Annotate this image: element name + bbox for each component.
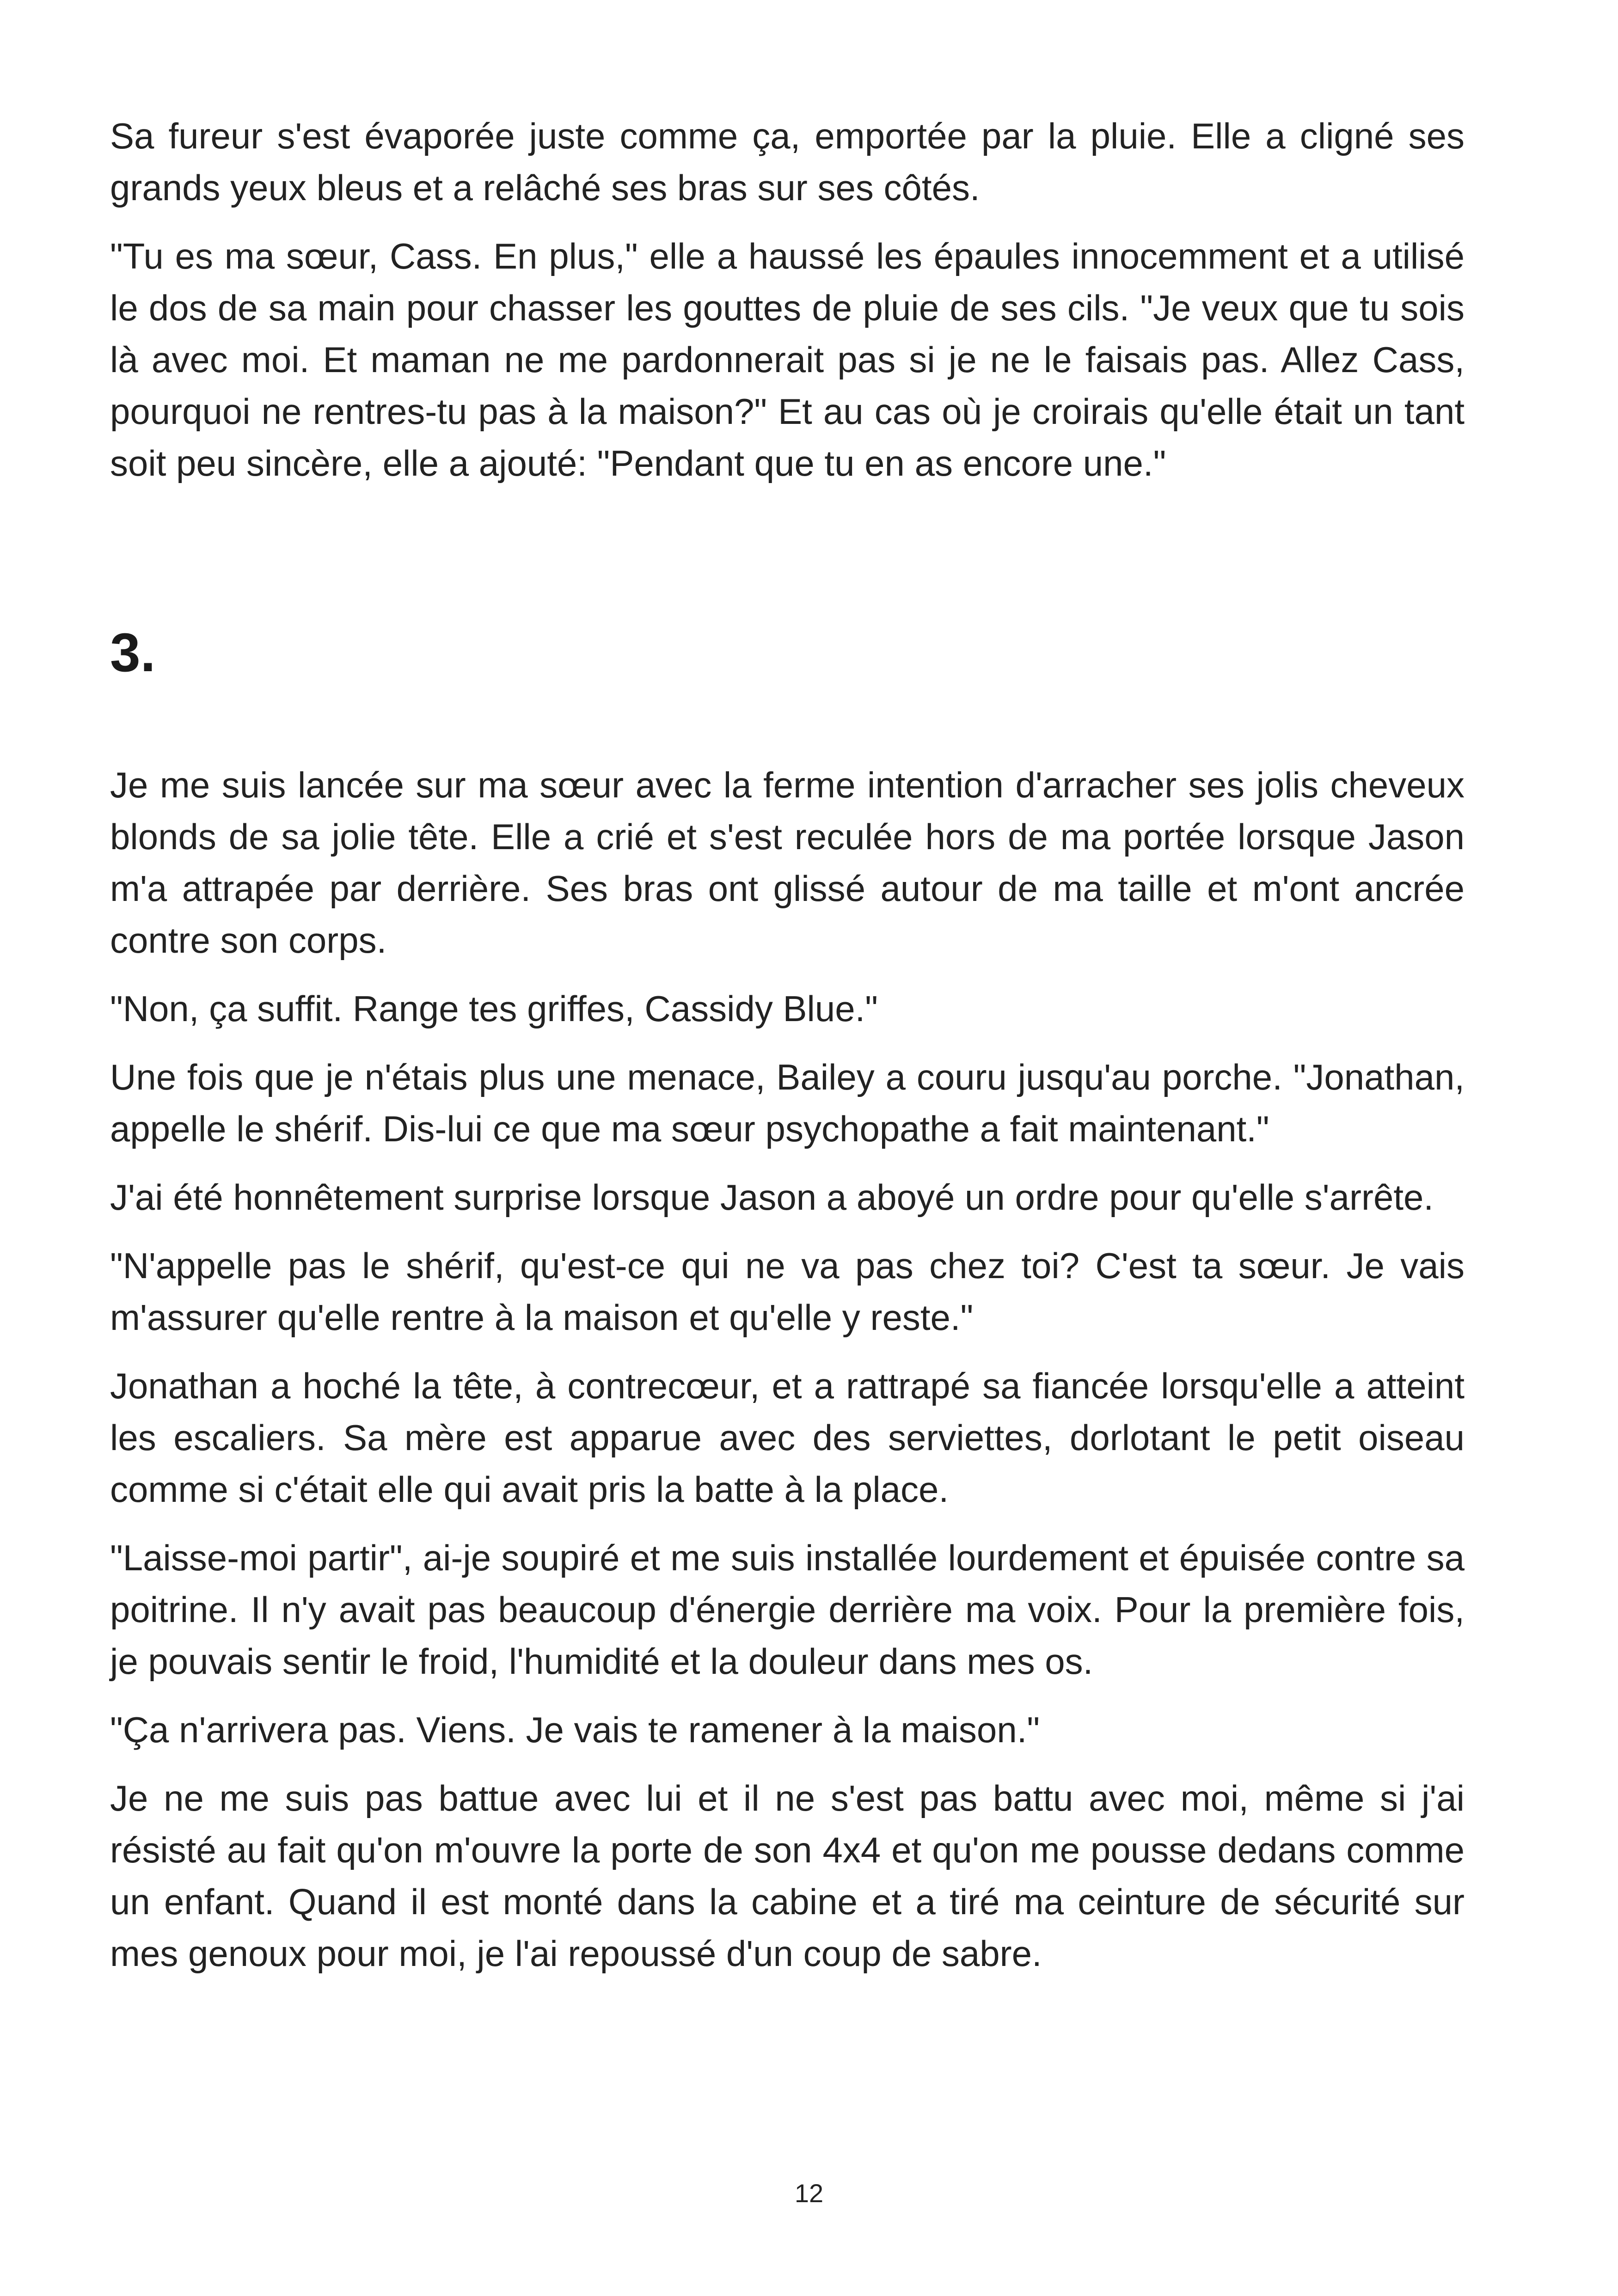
page-number: 12 (794, 2179, 824, 2208)
paragraph: Une fois que je n'étais plus une menace, Bailey a couru jusqu'au porche. "Jonathan, appelle le shérif. Dis-lui ce que ma sœur psychopathe a fait maintenant." (110, 1057, 1465, 1149)
paragraph: J'ai été honnêtement surprise lorsque Jason a aboyé un ordre pour qu'elle s'arrête. (110, 1177, 1434, 1218)
paragraph: Jonathan a hoché la tête, à contrecœur, et a rattrapé sa fiancée lorsqu'elle a atteint les escaliers. Sa mère est apparue avec des serviettes, dorlotant le petit oiseau comme si c'était elle qui avait pris la batte à la place. (110, 1365, 1465, 1510)
page-body (110, 110, 1465, 1996)
paragraph: "N'appelle pas le shérif, qu'est-ce qui ne va pas chez toi? C'est ta sœur. Je vais m'assurer qu'elle rentre à la maison et qu'elle y reste." (110, 1245, 1465, 1338)
chapter-heading: 3. (110, 622, 156, 683)
paragraph: "Ça n'arrivera pas. Viens. Je vais te ramener à la maison." (110, 1709, 1040, 1750)
paragraph: Je me suis lancée sur ma sœur avec la ferme intention d'arracher ses jolis cheveux blonds de sa jolie tête. Elle a crié et s'est reculée hors de ma portée lorsque Jason m'a attrapée par derrière. Ses bras ont glissé autour de ma taille et m'ont ancrée contre son corps. (110, 765, 1465, 961)
paragraph: Je ne me suis pas battue avec lui et il ne s'est pas battu avec moi, même si j'ai résisté au fait qu'on m'ouvre la porte de son 4x4 et qu'on me pousse dedans comme un enfant. Quand il est monté dans la cabine et a tiré ma ceinture de sécurité sur mes genoux pour moi, je l'ai repoussé d'un coup de sabre. (110, 1778, 1465, 1974)
paragraph: "Non, ça suffit. Range tes griffes, Cassidy Blue." (110, 988, 878, 1029)
paragraph: Sa fureur s'est évaporée juste comme ça, emportée par la pluie. Elle a cligné ses grands yeux bleus et a relâché ses bras sur ses côtés. (110, 116, 1465, 208)
paragraph: "Tu es ma sœur, Cass. En plus," elle a haussé les épaules innocemment et a utilisé le dos de sa main pour chasser les gouttes de pluie de ses cils. "Je veux que tu sois là avec moi. Et maman ne me pardonnerait pas si je ne le faisais pas. Allez Cass, pourquoi ne rentres-tu pas à la maison?" Et au cas où je croirais qu'elle était un tant soit peu sincère, elle a ajouté: "Pendant que tu en as encore une." (110, 236, 1465, 484)
paragraph: "Laisse-moi partir", ai-je soupiré et me suis installée lourdement et épuisée contre sa poitrine. Il n'y avait pas beaucoup d'énergie derrière ma voix. Pour la première fois, je pouvais sentir le froid, l'humidité et la douleur dans mes os. (110, 1537, 1465, 1682)
